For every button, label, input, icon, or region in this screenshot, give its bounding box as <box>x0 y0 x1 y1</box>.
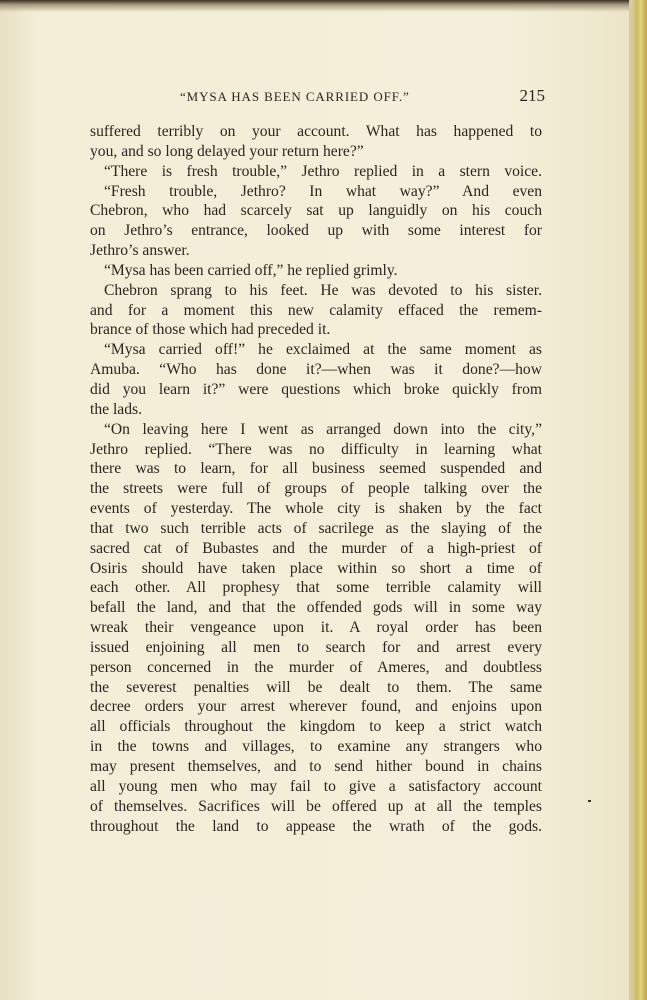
text-line: Osiris should have taken place within so short a time of <box>90 559 542 577</box>
text-line: all officials throughout the kingdom to keep a strict watch <box>90 718 542 736</box>
book-spine <box>632 0 647 1000</box>
text-line: brance of those which had preceded it. <box>90 321 331 339</box>
text-line: throughout the land to appease the wrath of the gods. <box>90 817 542 835</box>
text-line: “Fresh trouble, Jethro? In what way?” And even <box>104 182 542 200</box>
text-line: Amuba. “Who has done it?—when was it done?—how <box>90 361 542 379</box>
running-title: “MYSA HAS BEEN CARRIED OFF.” <box>180 89 410 104</box>
text-line: each other. All prophesy that some terrible calamity will <box>90 579 542 597</box>
text-line: Jethro replied. “There was no difficulty in learning what <box>90 440 542 458</box>
text-line: events of yesterday. The whole city is shaken by the fact <box>90 500 542 518</box>
text-line: of themselves. Sacrifices will be offered up at all the temples <box>90 797 542 815</box>
top-shadow <box>0 0 632 12</box>
text-line: “Mysa has been carried off,” he replied grimly. <box>104 261 398 279</box>
text-line: “Mysa carried off!” he exclaimed at the same moment as <box>104 341 542 359</box>
text-line: Chebron sprang to his feet. He was devoted to his sister. <box>104 281 542 299</box>
text-line: befall the land, and that the offended gods will in some way <box>90 599 542 617</box>
text-line: issued enjoining all men to search for and arrest every <box>90 638 542 656</box>
text-line: person concerned in the murder of Ameres, and doubtless <box>90 658 542 676</box>
text-line: wreak their vengeance upon it. A royal order has been <box>90 619 542 637</box>
text-line: all young men who may fail to give a satisfactory account <box>90 777 542 795</box>
text-line: in the towns and villages, to examine any strangers who <box>90 738 542 756</box>
text-line: “There is fresh trouble,” Jethro replied in a stern voice. <box>104 162 542 180</box>
text-line: that two such terrible acts of sacrilege as the slaying of the <box>90 519 542 537</box>
page-header <box>90 86 545 110</box>
text-line: and for a moment this new calamity effaced the remem- <box>90 301 542 319</box>
text-line: the lads. <box>90 400 142 418</box>
text-line: suffered terribly on your account. What has happened to <box>90 123 542 140</box>
body-text <box>90 122 542 836</box>
text-line: decree orders your arrest wherever found, and enjoins upon <box>90 698 542 716</box>
text-line: the severest penalties will be dealt to them. The same <box>90 678 542 696</box>
text-line: may present themselves, and to send hither bound in chains <box>90 758 542 775</box>
text-line: “On leaving here I went as arranged down into the city,” <box>104 420 542 438</box>
ink-speck <box>588 800 591 802</box>
text-line: Jethro’s answer. <box>90 242 190 260</box>
text-line: Chebron, who had scarcely sat up languidly on his couch <box>90 202 542 220</box>
text-line: sacred cat of Bubastes and the murder of a high-priest of <box>90 539 542 557</box>
text-line: did you learn it?” were questions which broke quickly from <box>90 380 542 398</box>
text-line: there was to learn, for all business seemed suspended and <box>90 460 542 478</box>
text-line: on Jethro’s entrance, looked up with some interest for <box>90 222 542 240</box>
text-line: the streets were full of groups of people talking over the <box>90 480 542 498</box>
page-number: 215 <box>519 86 545 105</box>
text-line: you, and so long delayed your return here?” <box>90 142 364 160</box>
